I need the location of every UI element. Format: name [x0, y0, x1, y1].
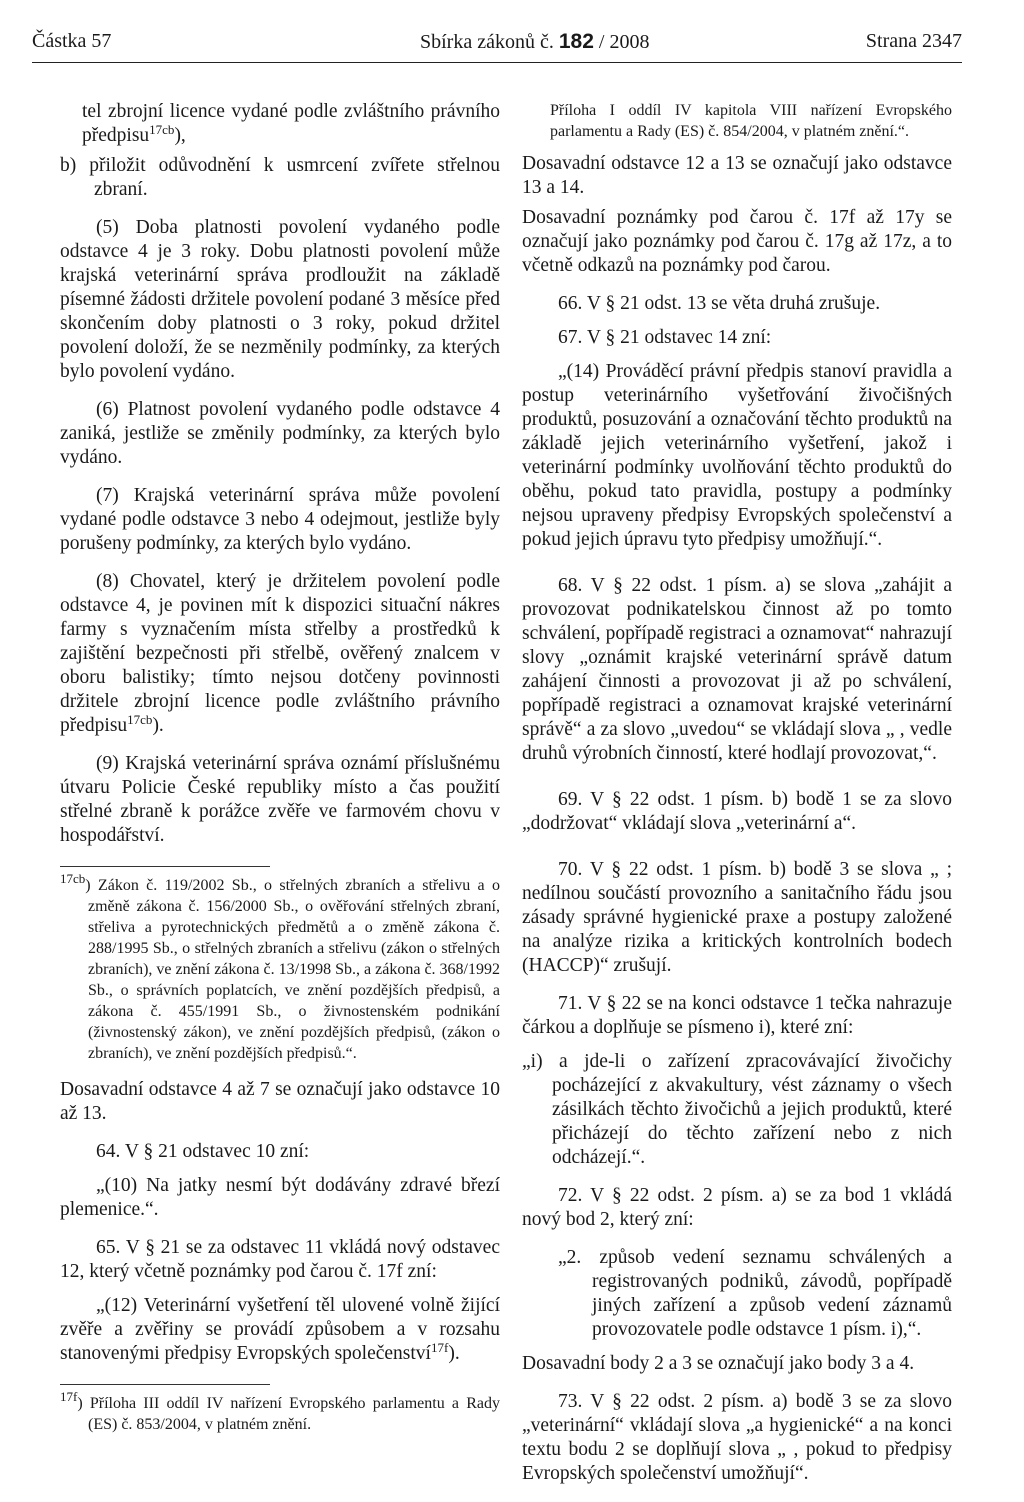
item-73: 73. V § 22 odst. 2 písm. a) bodě 3 se za slovo „veterinární“ vkládají slova „a hygienické“ a na konci textu bodu 2 se doplňují slova „ , pokud to předpisy Evropských společenství umožňují“.	[522, 1391, 952, 1484]
paragraph-6: (6) Platnost povolení vydaného podle odstavce 4 zaniká, jestliže se změnily podmínky, za kterých bylo vydáno.	[60, 399, 500, 468]
item-64: 64. V § 21 odstavec 10 zní:	[96, 1141, 310, 1162]
quote-paragraph-12	[60, 1294, 500, 1366]
footnote-ref-17f: 17f	[430, 1340, 449, 1355]
item-68: 68. V § 22 odst. 1 písm. a) se slova „zahájit a provozovat podnikatelskou činnost až po tomto schválení, popřípadě registraci a oznamovat“ nahrazují slovy „oznámit krajské veterinární správě datum zahájení činnosti a provozovat ji až po schválení, popřípadě registraci a oznamovat krajské veterinární správě“ a za slovo „uvedou“ se vkládají slova „ , vedle druhů výrobních činností, které hodlají provozovat,“.	[522, 575, 952, 764]
left-continuation	[60, 100, 500, 148]
quote-paragraph-12-end: ).	[448, 1343, 460, 1364]
item-71: 71. V § 22 se na konci odstavce 1 tečka nahrazuje čárkou a doplňuje se písmeno i), které zní:	[522, 993, 952, 1038]
footnote-continuation: Příloha I oddíl IV kapitola VIII nařízení Evropského parlamentu a Rady (ES) č. 854/2004, v platném znění.“.	[550, 102, 952, 140]
page-header	[32, 30, 962, 60]
footnote-17cb	[60, 871, 500, 1064]
header-collection-year: / 2008	[598, 31, 650, 53]
footnote-mark-17f: 17f	[60, 1389, 78, 1404]
footnote-ref-17cb-2: 17cb	[127, 712, 153, 727]
item-65: 65. V § 21 se za odstavec 11 vkládá nový odstavec 12, který včetně poznámky pod čarou č. 17f zní:	[60, 1237, 500, 1282]
item-b: b) přiložit odůvodnění k usmrcení zvířete střelnou zbraní.	[60, 155, 500, 200]
header-rule	[32, 62, 962, 63]
quote-paragraph-12-text: „(12) Veterinární vyšetření těl ulovené volně žijící zvěře a zvěřiny se provádí způsobem a v rozsahu stanovenými předpisy Evropských společenství	[60, 1295, 500, 1364]
quote-letter-i: „i) a jde-li o zařízení zpracovávající živočichy pocházející z akvakultury, vést záznamy o všech zásilkách těchto živočichů a jejich produktů, které přicházejí do těchto zařízení nebo z nich odcházejí.“.	[522, 1051, 952, 1168]
item-69: 69. V § 22 odst. 1 písm. b) bodě 1 se za slovo „dodržovat“ vkládají slova „veterinární a“.	[522, 789, 952, 834]
item-70: 70. V § 22 odst. 1 písm. b) bodě 3 se slova „ ; nedílnou součástí provozního a sanitačního řádu jsou zásady správné hygienické praxe a postupy založené na analýze rizika a kritických kontrolních bodech (HACCP)“ zrušují.	[522, 859, 952, 976]
quote-paragraph-10: „(10) Na jatky nesmí být dodávány zdravé březí plemenice.“.	[60, 1175, 500, 1220]
footnote-mark-17cb: 17cb	[60, 871, 86, 886]
header-collection-prefix: Sbírka zákonů č.	[420, 31, 554, 53]
footnote-17f	[60, 1389, 500, 1435]
paragraph-5: (5) Doba platnosti povolení vydaného podle odstavce 4 je 3 roky. Dobu platnosti povolení může krajská veterinární správa prodloužit na základě písemné žádosti držitele povolení podané 3 měsíce před skončením doby platnosti o 3 roky, pokud držitel povolení doloží, že se nezměnily podmínky, za kterých bylo povolení vydáno.	[60, 217, 500, 382]
renumbering-footnotes: Dosavadní poznámky pod čarou č. 17f až 17y se označují jako poznámky pod čarou č. 17g až 17z, a to včetně odkazů na poznámky pod čarou.	[522, 207, 952, 276]
left-continuation-end: ),	[174, 125, 186, 146]
footnote-17f-text: ) Příloha III oddíl IV nařízení Evropského parlamentu a Rady (ES) č. 853/2004, v platném znění.	[77, 1395, 500, 1433]
paragraph-8-text: (8) Chovatel, který je držitelem povolení podle odstavce 4, je povinen mít k dispozici situační nákres farmy s vyznačením místa střelby a prostředků k zajištění bezpečnosti při střelbě, ověřený znalcem v oboru balistiky; tímto nejsou dotčeny povinnosti držitele zbrojní licence podle zvláštního právního předpisu	[60, 571, 500, 736]
paragraph-8	[60, 570, 500, 738]
renumbering-paragraphs: Dosavadní odstavce 12 a 13 se označují jako odstavce 13 a 14.	[522, 153, 952, 198]
left-continuation-text: tel zbrojní licence vydané podle zvláštního právního předpisu	[82, 101, 500, 146]
paragraph-8-end: ).	[152, 715, 164, 736]
quote-paragraph-14: „(14) Prováděcí právní předpis stanoví pravidla a postup veterinárního vyšetřování živočišných produktů, posuzování a označování těchto produktů na základě jejich veterinárního vyšetření, jakož i veterinární podmínky uvolňování těchto produktů do oběhu, pokud tato pravidla, postupy a podmínky nejsou upraveny předpisy Evropských společenství a pokud jejich úpravu tyto předpisy umožňují.“.	[522, 361, 952, 550]
right-column	[522, 100, 952, 1486]
item-67: 67. V § 21 odstavec 14 zní:	[558, 327, 772, 348]
renumbering-note: Dosavadní odstavce 4 až 7 se označují jako odstavce 10 až 13.	[60, 1079, 500, 1124]
left-column	[60, 100, 500, 1435]
paragraph-9: (9) Krajská veterinární správa oznámí příslušnému útvaru Policie České republiky místo a čas použití střelné zbraně k porážce zvěře ve farmovém chovu v hospodářství.	[60, 753, 500, 846]
footnote-ref-17cb: 17cb	[149, 122, 175, 137]
item-66: 66. V § 21 odst. 13 se věta druhá zrušuje.	[558, 293, 881, 314]
paragraph-7: (7) Krajská veterinární správa může povolení vydané podle odstavce 3 nebo 4 odejmout, jestliže byly porušeny podmínky, za kterých bylo vydáno.	[60, 485, 500, 554]
header-collection-number: 182	[558, 30, 594, 53]
header-page-number: Strana 2347	[865, 30, 962, 52]
renumbering-points: Dosavadní body 2 a 3 se označují jako body 3 a 4.	[522, 1353, 915, 1374]
header-collection	[420, 30, 649, 54]
header-part-number: Částka 57	[32, 30, 112, 52]
quote-point-2: „2. způsob vedení seznamu schválených a registrovaných podniků, závodů, popřípadě jiných zařízení a způsob vedení záznamů provozovatele podle odstavce 1 písm. i),“.	[558, 1247, 952, 1340]
item-72: 72. V § 22 odst. 2 písm. a) se za bod 1 vkládá nový bod 2, který zní:	[522, 1185, 952, 1230]
footnote-17cb-text: ) Zákon č. 119/2002 Sb., o střelných zbraních a střelivu a o změně zákona č. 156/2000 Sb., o ověřování střelných zbraní, střeliva a pyrotechnických předmětů a o změně zákona č. 288/1995 Sb., o střelných zbraních a střelivu (zákon o střelných zbraních), ve znění zákona č. 13/1998 Sb., a zákona č. 368/1992 Sb., o správních poplatcích, ve znění pozdějších předpisů, a zákona č. 455/1991 Sb., o živnostenském podnikání (živnostenský zákon), ve znění pozdějších předpisů, (zákon o zbraních), ve znění pozdějších předpisů.“.	[85, 877, 500, 1062]
